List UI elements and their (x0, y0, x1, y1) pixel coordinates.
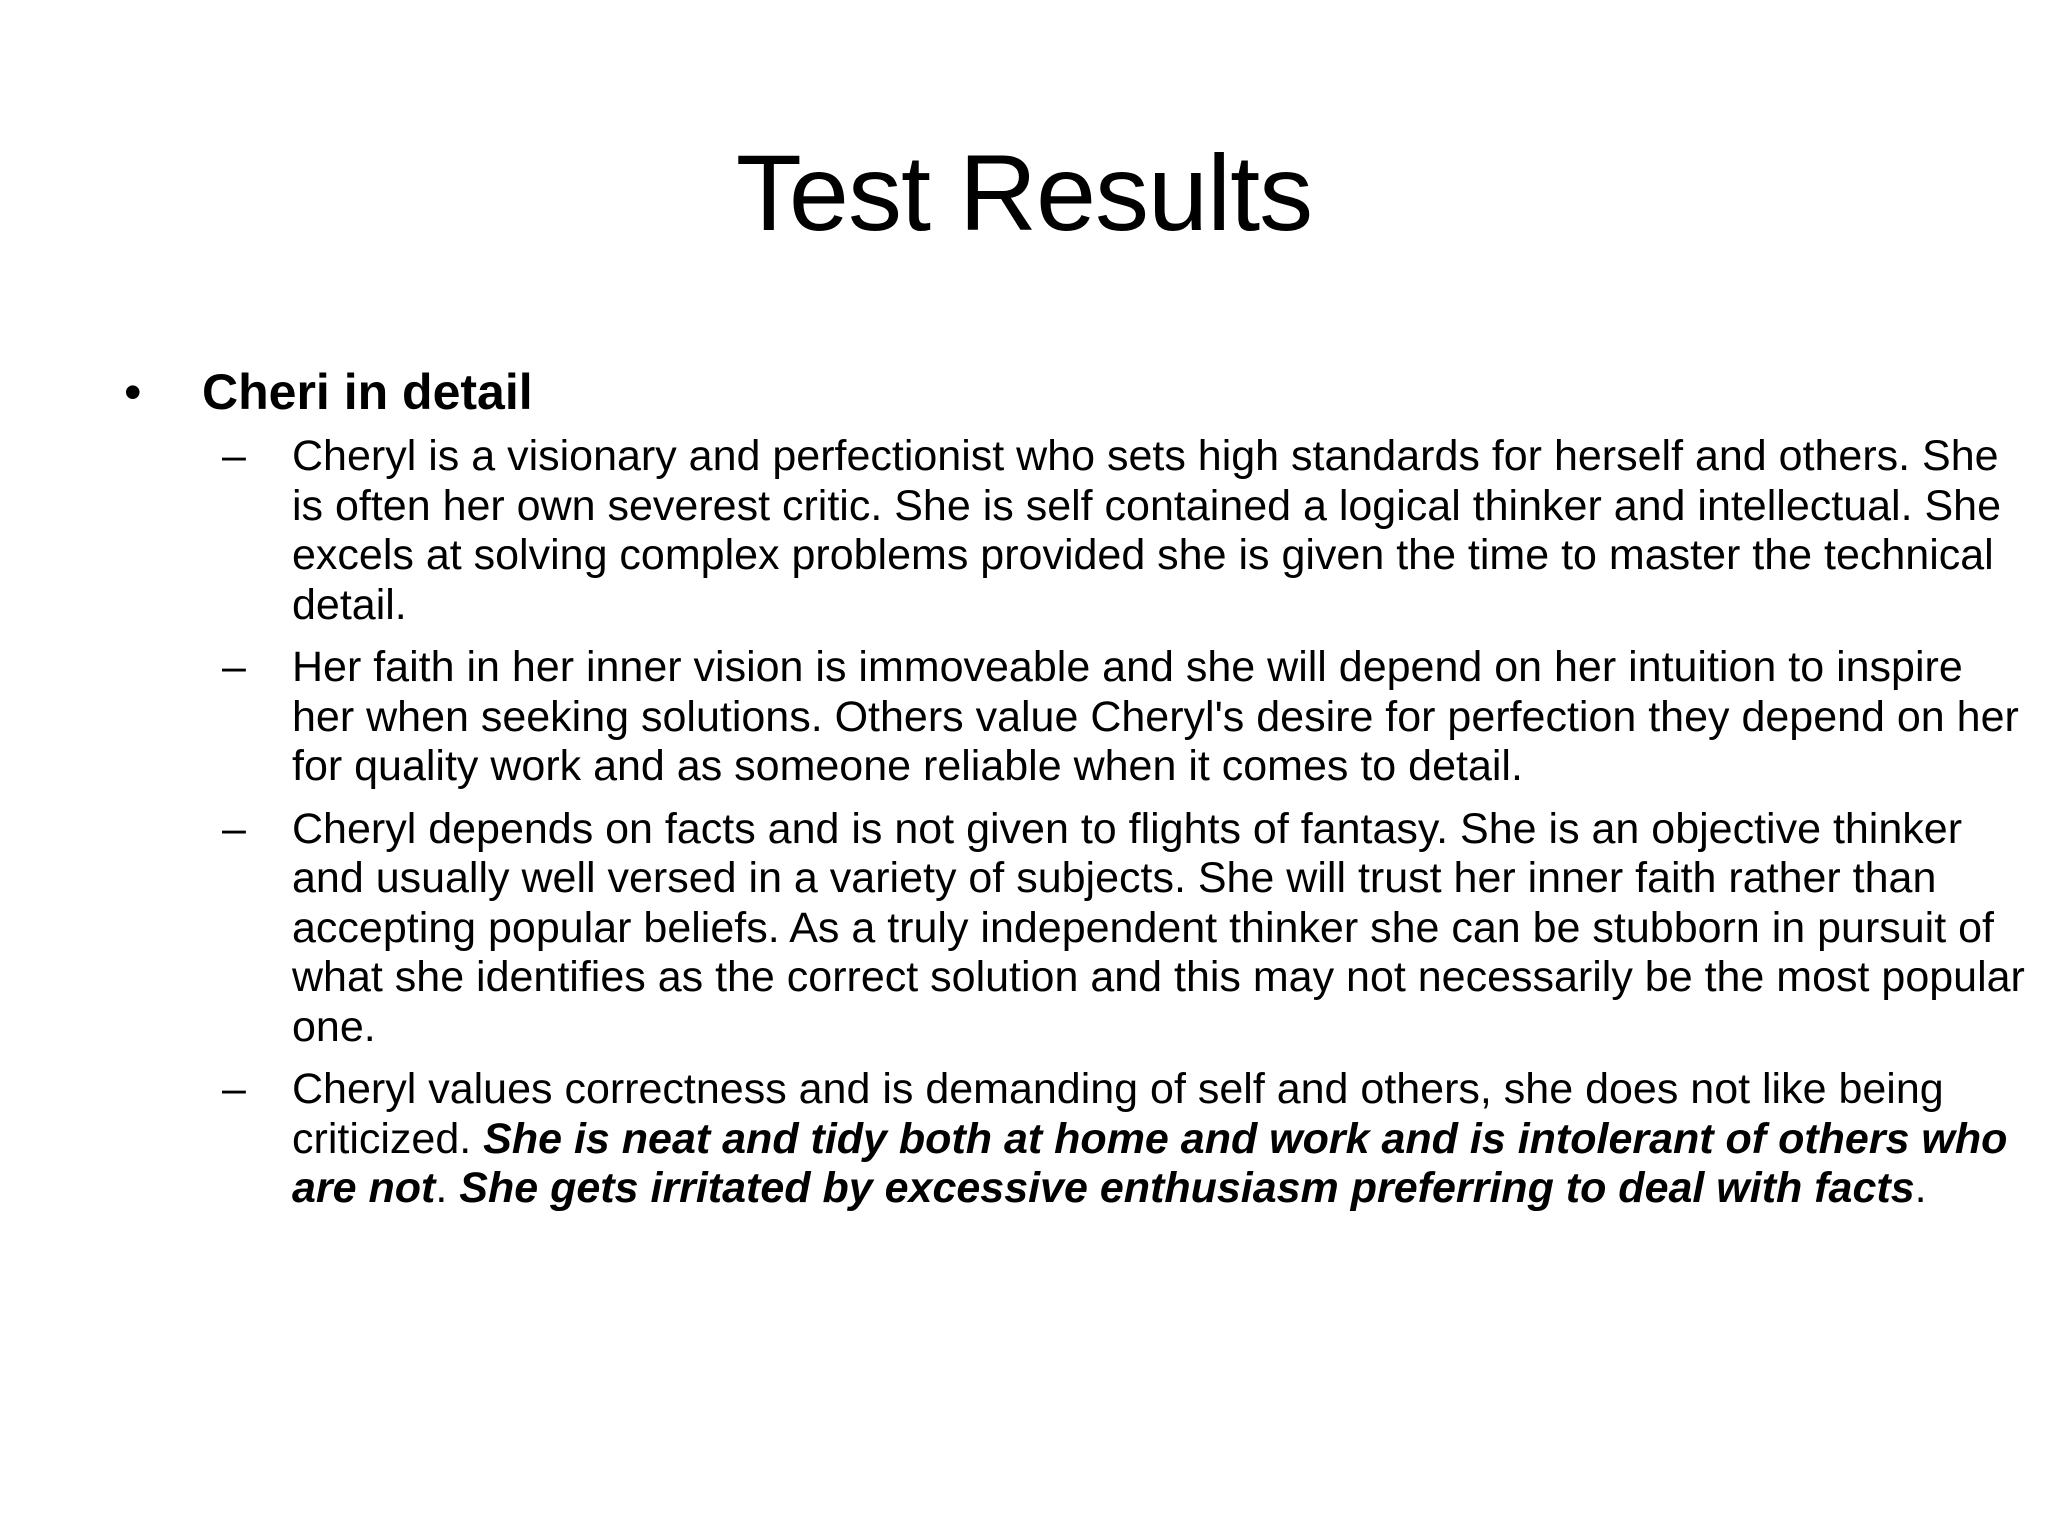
sub-bullet-text: Her faith in her inner vision is immoveable and she will depend on her intuition to inspire her when seeking solutions. Others value Cheryl's desire for perfection they depend on her for quality work and as someone reliable when it comes to detail. (292, 643, 2019, 790)
sentence-separator: . (435, 1164, 460, 1212)
sub-bullet-text-part-1: Cheryl values correctness and is demanding of self and others, she does not like being criticized. (292, 1065, 1944, 1163)
sub-bullet-item-1 (222, 432, 2030, 630)
emphasized-text-neat-tidy: She is neat and tidy both at home and work and is intolerant of others who are not (292, 1114, 2008, 1212)
bullet-item-cheri-in-detail (120, 362, 1940, 422)
sub-bullet-text: Cheryl is a visionary and perfectionist who sets high standards for herself and others. She is often her own severest critic. She is self contained a logical thinker and intellectual. She excels at solving complex problems provided she is given the time to master the technical detail. (292, 432, 2001, 629)
sub-bullet-item-4 (222, 1065, 2030, 1214)
slide-title: Test Results (735, 132, 1313, 253)
sub-bullet-item-2 (222, 643, 2030, 792)
sub-bullet-item-3 (222, 804, 2030, 1053)
sentence-end: . (1914, 1164, 1927, 1212)
dash-marker: – (222, 643, 246, 691)
sub-bullet-list (120, 432, 2025, 1214)
dash-marker: – (222, 804, 246, 853)
sub-bullet-text: Cheryl depends on facts and is not given to flights of fantasy. She is an objective thinker and usually well versed in a variety of subjects. She will trust her inner faith rather than accepting popular beliefs. As a truly independent thinker she can be stubborn in pursuit of what she identifies as the correct solution and this may not necessarily be the most popular one. (292, 804, 2025, 1051)
bullet-label: Cheri in detail (202, 364, 533, 420)
dash-marker: – (222, 1065, 246, 1113)
bullet-marker: • (124, 364, 142, 420)
emphasized-text-irritated: She gets irritated by excessive enthusiasm preferring to deal with facts (459, 1164, 1915, 1212)
dash-marker: – (222, 432, 246, 480)
slide-content (120, 362, 2025, 1227)
